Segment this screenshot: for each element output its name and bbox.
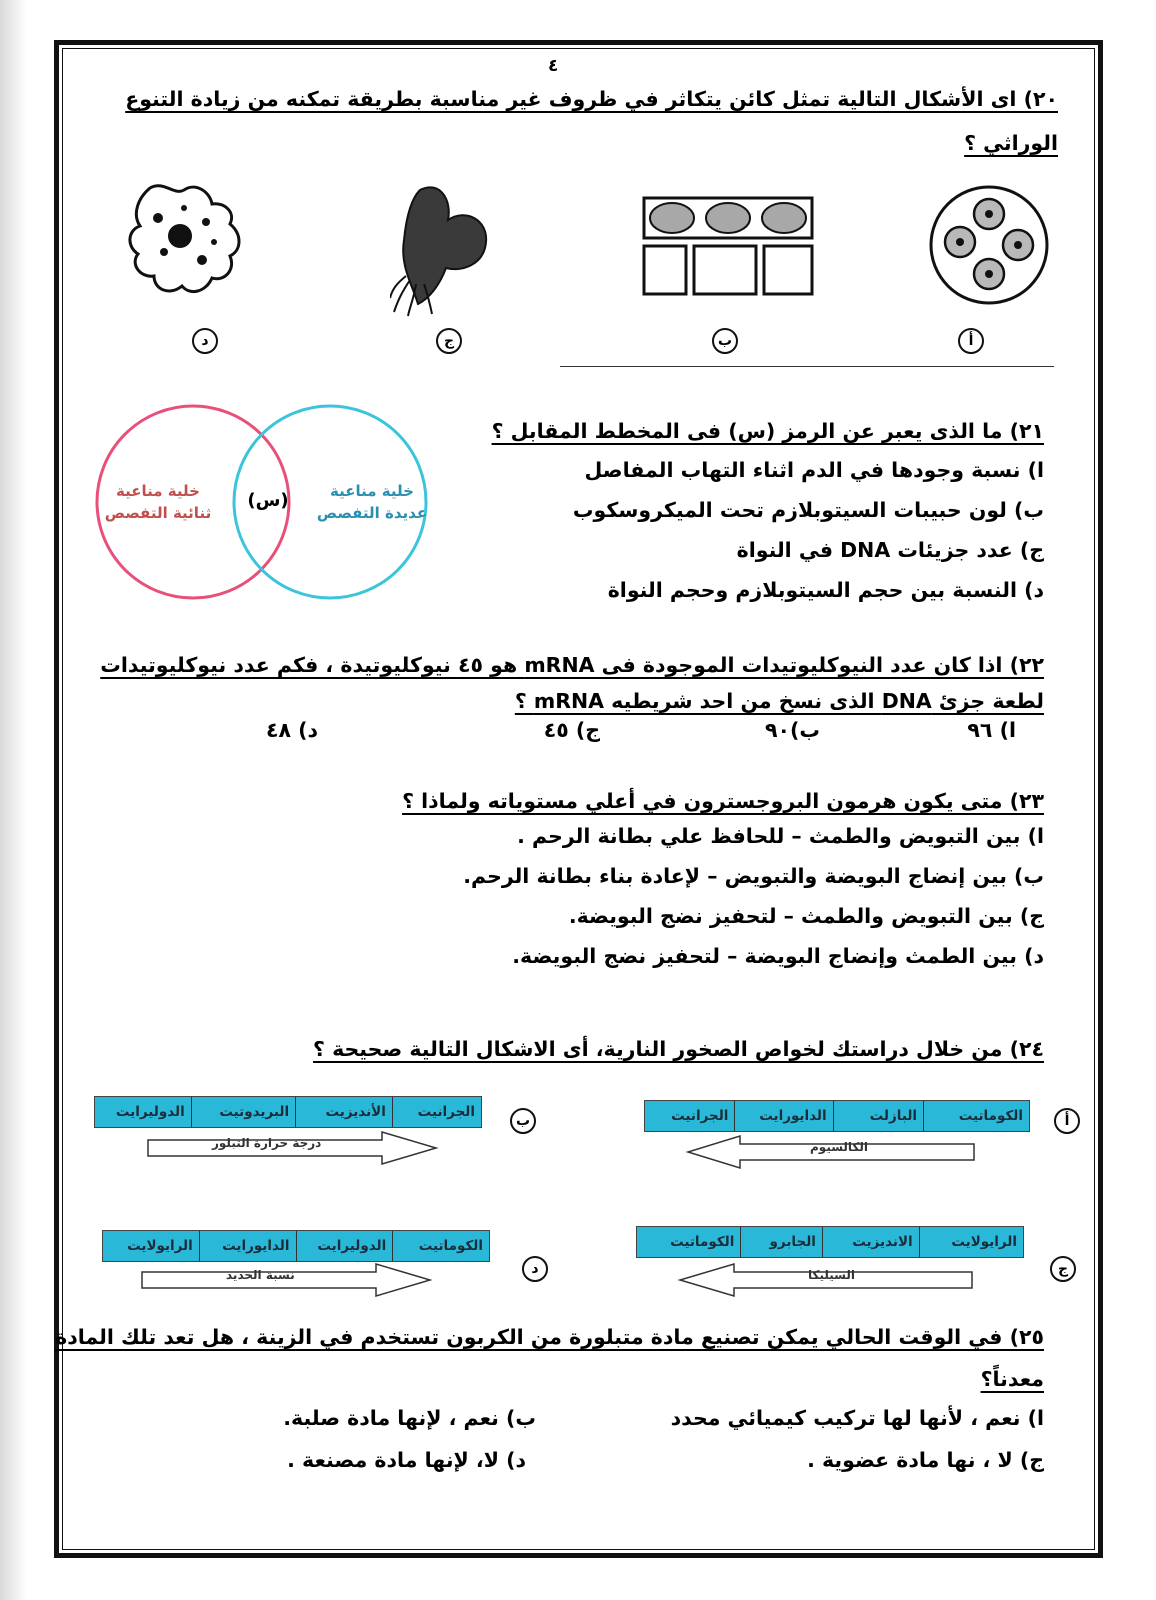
venn-right-label <box>312 480 432 524</box>
q24-a-arrow-label-wrap <box>684 1134 978 1170</box>
q21-option-d: د) النسبة بين حجم السيتوبلازم وحجم النواة <box>607 578 1044 602</box>
figure-b-filament-image <box>636 194 820 304</box>
figure-a-spore-cell-image <box>926 182 1052 308</box>
q24-c-arrow-label-wrap <box>676 1262 976 1298</box>
page-number: ٤ <box>548 56 559 76</box>
figure-c-label: ج <box>436 328 462 354</box>
venn-center-symbol: (س) <box>247 490 289 511</box>
q24-question: ٢٤) من خلال دراستك لخواص الصخور النارية، أى الاشكال التالية صحيحة ؟ <box>313 1037 1044 1061</box>
q21-option-c: ج) عدد جزيئات DNA في النواة <box>736 538 1044 562</box>
q24-b-cell: الدوليرايت <box>115 1104 185 1120</box>
q22-option-b: ب)٩٠ <box>764 718 820 742</box>
q24-a-cell: البازلت <box>833 1101 923 1131</box>
venn-right-line1: خلية مناعية <box>330 482 414 500</box>
q25-option-a: ا) نعم ، لأنها لها تركيب كيميائي محدد <box>670 1406 1044 1430</box>
q24-b-arrow-label: درجة حرارة التبلور <box>212 1136 322 1150</box>
venn-left-line1: خلية مناعية <box>116 482 200 500</box>
q24-b-rock-bar <box>94 1096 482 1128</box>
q25-line2: معدناً؟ <box>980 1367 1044 1391</box>
q24-b-cell: الجرانيت <box>392 1097 481 1127</box>
q23-option-c: ج) بين التبويض والطمث – لتحفيز نضج البويضة. <box>568 904 1044 928</box>
q25-line1: ٢٥) في الوقت الحالي يمكن تصنيع مادة متبلورة من الكربون تستخدم في الزينة ، هل تعد تلك المادة <box>55 1325 1044 1349</box>
q24-c-cell: الجابرو <box>740 1227 822 1257</box>
q24-d-arrow-label: نسبة الحديد <box>226 1268 295 1282</box>
q24-c-label: ج <box>1050 1256 1076 1282</box>
q24-d-arrow-label-wrap <box>140 1262 434 1298</box>
q24-c-cell: الرايولايت <box>919 1227 1023 1257</box>
q24-c-rock-bar <box>636 1226 1024 1258</box>
q20-divider <box>560 366 1054 367</box>
q24-d-cell: الدايورايت <box>199 1231 296 1261</box>
figure-d-amoeba-image <box>124 178 248 304</box>
venn-left-label <box>98 480 218 524</box>
q24-b-arrow-label-wrap <box>146 1130 440 1166</box>
figure-c-budding-organism-image <box>390 180 500 318</box>
q24-d-rock-bar <box>102 1230 490 1262</box>
q24-a-label: أ <box>1054 1108 1080 1134</box>
q22-option-c: ج) ٤٥ <box>543 718 600 742</box>
q23-option-b: ب) بين إنضاج البويضة والتبويض – لإعادة بناء بطانة الرحم. <box>463 864 1044 888</box>
q24-a-arrow-label: الكالسيوم <box>810 1140 869 1154</box>
venn-right-line2: عديدة التفصص <box>316 504 428 522</box>
q21-option-a: ا) نسبة وجودها في الدم اثناء التهاب المفاصل <box>584 458 1044 482</box>
q24-c-cell: الكوماتيت <box>670 1234 735 1250</box>
q24-a-cell: الجرانيت <box>671 1108 729 1124</box>
q22-line2: لطعة جزئ DNA الذى نسخ من احد شريطيه mRNA ؟ <box>514 689 1044 713</box>
q24-b-label: ب <box>510 1108 536 1134</box>
q21-question: ٢١) ما الذى يعبر عن الرمز (س) فى المخطط المقابل ؟ <box>491 419 1044 443</box>
q24-c-arrow-label: السيليكا <box>808 1268 856 1282</box>
q24-a-rock-bar <box>644 1100 1030 1132</box>
q23-question: ٢٣) متى يكون هرمون البروجسترون في أعلي مستوياته ولماذا ؟ <box>402 789 1044 813</box>
q24-b-cell: البريدوتيت <box>191 1097 295 1127</box>
q24-d-cell: الرايولايت <box>127 1238 193 1254</box>
figure-b-label: ب <box>712 328 738 354</box>
figure-a-label: أ <box>958 328 984 354</box>
q22-line1: ٢٢) اذا كان عدد النيوكليوتيدات الموجودة فى mRNA هو ٤٥ نيوكليوتيدة ، فكم عدد نيوكليوتيدات <box>100 653 1044 677</box>
q25-option-d: د) لا، لإنها مادة مصنعة . <box>287 1448 526 1472</box>
venn-left-line2: ثنائية التفصص <box>104 504 212 522</box>
q21-option-b: ب) لون حبيبات السيتوبلازم تحت الميكروسكوب <box>572 498 1044 522</box>
q20-line1: ٢٠) اى الأشكال التالية تمثل كائن يتكاثر في ظروف غير مناسبة بطريقة تمكنه من زيادة التنوع <box>125 87 1058 111</box>
q24-b-cell: الأنديزيت <box>295 1097 392 1127</box>
q24-a-cell: الكوماتيت <box>923 1101 1029 1131</box>
q23-option-a: ا) بين التبويض والطمث – للحافظ علي بطانة الرحم . <box>517 824 1044 848</box>
scan-edge-shadow <box>0 0 26 1600</box>
q25-option-b: ب) نعم ، لإنها مادة صلبة. <box>283 1406 536 1430</box>
q24-d-cell: الدوليرايت <box>296 1231 393 1261</box>
q24-a-cell: الدايورايت <box>734 1101 832 1131</box>
q23-option-d: د) بين الطمث وإنضاج البويضة – لتحفيز نضج البويضة. <box>512 944 1044 968</box>
q22-option-a: ا) ٩٦ <box>967 718 1016 742</box>
q24-d-cell: الكوماتيت <box>392 1231 489 1261</box>
q25-option-c: ج) لا ، نها مادة عضوية . <box>807 1448 1044 1472</box>
q20-line2: الوراثي ؟ <box>964 131 1058 155</box>
q24-d-label: د <box>522 1256 548 1282</box>
figure-d-label: د <box>192 328 218 354</box>
q24-c-cell: الانديزيت <box>822 1227 919 1257</box>
q22-option-d: د) ٤٨ <box>265 718 318 742</box>
